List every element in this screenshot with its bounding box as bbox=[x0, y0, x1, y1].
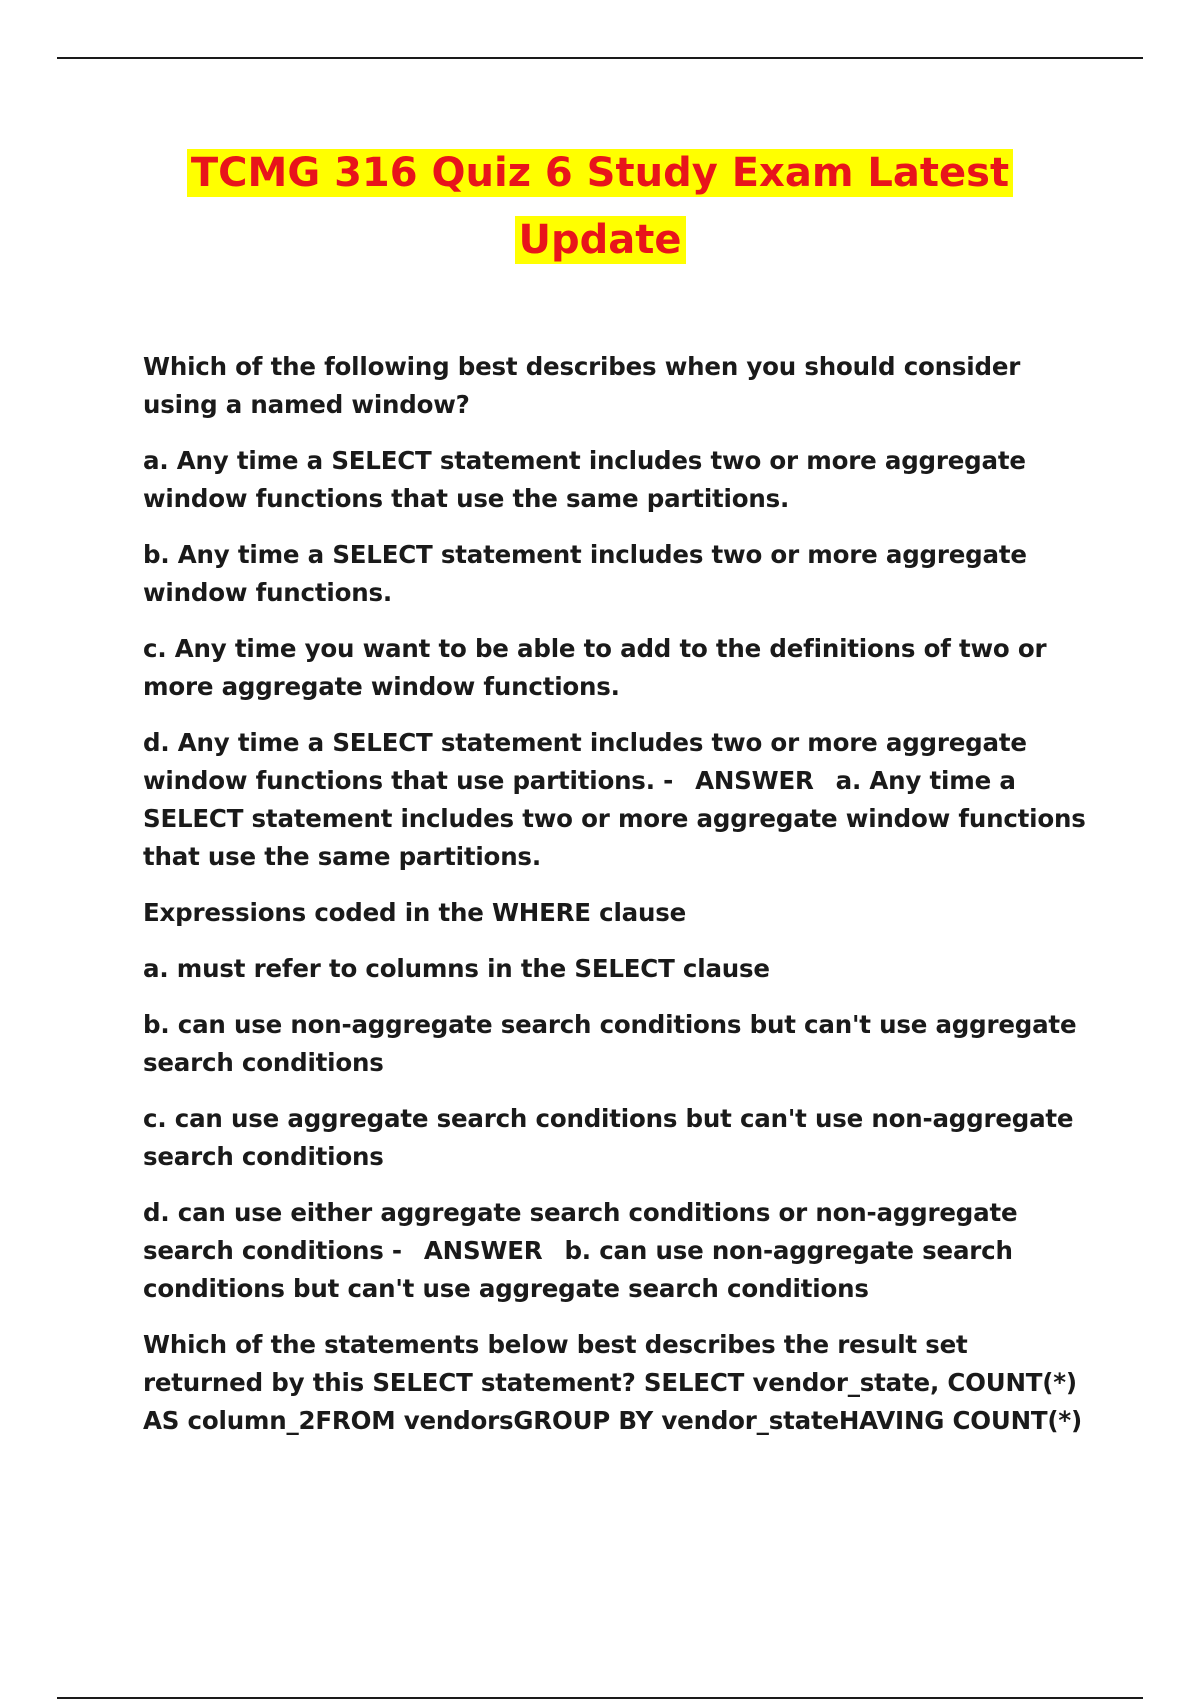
question-1-option-a: a. Any time a SELECT statement includes two or more aggregate window functions that use the same partitions. bbox=[143, 446, 1026, 513]
question-2-option-d: d. can use either aggregate search conditions or non-aggregate search conditions - bbox=[143, 1198, 1018, 1265]
question-3: Which of the statements below best describes the result set returned by this SELECT statement? SELECT vendor_state, COUNT(*) AS column_2FROM vendorsGROUP BY vendor_stateHAVING COUNT(*) bbox=[143, 1330, 1083, 1435]
top-rule bbox=[57, 57, 1143, 59]
question-2-option-b: b. can use non-aggregate search conditions but can't use aggregate search conditions bbox=[143, 1010, 1077, 1077]
question-2-answer: b. can use non-aggregate search conditions but can't use aggregate search conditions bbox=[143, 1236, 1013, 1303]
question-2-option-a: a. must refer to columns in the SELECT clause bbox=[143, 954, 770, 983]
question-1-option-b: b. Any time a SELECT statement includes two or more aggregate window functions. bbox=[143, 540, 1027, 607]
title-line-1: TCMG 316 Quiz 6 Study Exam Latest bbox=[187, 149, 1013, 197]
question-1-option-c: c. Any time you want to be able to add to the definitions of two or more aggregate window functions. bbox=[143, 634, 1047, 701]
question-1-option-d-with-answer bbox=[143, 724, 1093, 876]
bottom-rule bbox=[57, 1697, 1143, 1699]
question-1-option-d: d. Any time a SELECT statement includes two or more aggregate window functions that use partitions. - bbox=[143, 728, 1027, 795]
question-2: Expressions coded in the WHERE clause bbox=[143, 898, 687, 927]
title-line-2: Update bbox=[515, 216, 686, 264]
answer-label: ANSWER bbox=[423, 1236, 543, 1265]
answer-label: ANSWER bbox=[695, 766, 814, 795]
question-2-option-d-with-answer bbox=[143, 1194, 1093, 1308]
question-2-option-c: c. can use aggregate search conditions but can't use non-aggregate search conditions bbox=[143, 1104, 1074, 1171]
question-1-answer: a. Any time a SELECT statement includes two or more aggregate window functions that use the same partitions. bbox=[143, 766, 1086, 871]
document-body bbox=[143, 348, 1093, 1458]
question-1: Which of the following best describes when you should consider using a named window? bbox=[143, 352, 1021, 419]
document-title bbox=[0, 140, 1200, 274]
